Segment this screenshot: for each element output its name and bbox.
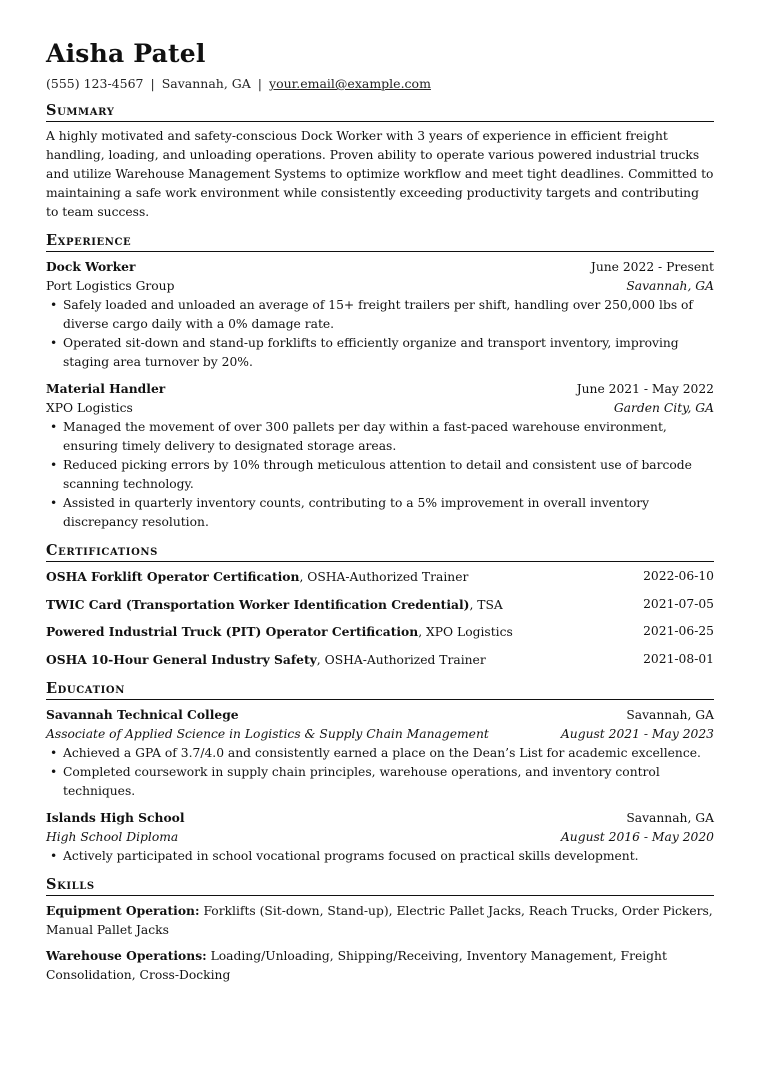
contact-line: [46, 76, 714, 92]
job-subheader: [46, 277, 714, 296]
section-title-education: Education: [46, 680, 714, 700]
separator: |: [257, 76, 263, 91]
job-bullets: [46, 296, 714, 372]
skill-label: Equipment Operation:: [46, 902, 200, 918]
certification-name: OSHA 10-Hour General Industry Safety: [46, 651, 317, 667]
job-location: Garden City, GA: [613, 401, 714, 415]
job-location: Savannah, GA: [626, 279, 714, 293]
certification-date: 2021-08-01: [643, 651, 714, 666]
education-dates: August 2021 - May 2023: [560, 726, 714, 741]
skill-label: Warehouse Operations:: [46, 947, 207, 963]
list-item: • Managed the movement of over 300 pallets per day within a fast-paced warehouse environment, ensuring timely delivery to designated storage areas.: [63, 418, 714, 456]
certification-date: 2022-06-10: [643, 569, 714, 583]
summary-text: A highly motivated and safety-conscious Dock Worker with 3 years of experience in efficient freight handling, loading, and unloading operations. Proven ability to operate various powered industrial trucks and utilize Warehouse Management Systems to optimize workflow and meet tight deadlines. Committed to maintaining a safe work environment while consistently exceeding productivity targets and contributing to team success.: [46, 129, 714, 219]
certification-date: 2021-06-25: [643, 624, 714, 638]
certification-date: 2021-07-05: [643, 596, 714, 611]
list-item: • Assisted in quarterly inventory counts, contributing to a 5% improvement in overall inventory discrepancy resolution.: [63, 494, 714, 532]
list-item: • Operated sit-down and stand-up forklifts to efficiently organize and transport inventory, improving staging area turnover by 20%.: [63, 334, 714, 372]
location: Savannah, GA: [161, 76, 251, 91]
skill-row: [46, 901, 714, 940]
job-dates: June 2022 - Present: [590, 260, 714, 274]
job-company: XPO Logistics: [46, 401, 133, 415]
resume-page: [46, 38, 714, 991]
skill-text: Forklifts (Sit-down, Stand-up), Electric Pallet Jacks, Reach Trucks, Order Pickers, Manual Pallet Jacks: [46, 903, 713, 937]
school-name: Savannah Technical College: [46, 706, 239, 722]
list-item: • Reduced picking errors by 10% through meticulous attention to detail and consistent use of barcode scanning technology.: [63, 456, 714, 494]
education-bullets: [46, 847, 714, 866]
job-dates: June 2021 - May 2022: [576, 382, 714, 396]
certification-row: [46, 567, 714, 587]
education-header: [46, 808, 714, 828]
job-role: Material Handler: [46, 381, 166, 396]
job-bullets: [46, 418, 714, 532]
certification-row: [46, 650, 714, 670]
phone-number: (555) 123-4567: [46, 76, 144, 91]
school-name: Islands High School: [46, 809, 185, 825]
section-title-experience: Experience: [46, 232, 714, 252]
job-role: Dock Worker: [46, 259, 136, 274]
list-item: • Actively participated in school vocational programs focused on practical skills development.: [63, 847, 714, 866]
job-header: [46, 379, 714, 399]
education-subheader: [46, 725, 714, 744]
certification-issuer: , XPO Logistics: [418, 625, 513, 639]
job-header: [46, 257, 714, 277]
list-item: • Achieved a GPA of 3.7/4.0 and consistently earned a place on the Dean’s List for academic excellence.: [63, 744, 714, 763]
education-subheader: [46, 828, 714, 847]
section-title-summary: Summary: [46, 102, 714, 122]
certification-issuer: , OSHA-Authorized Trainer: [299, 570, 469, 584]
candidate-name: Aisha Patel: [46, 39, 206, 68]
certification-issuer: , OSHA-Authorized Trainer: [316, 652, 486, 667]
certification-row: [46, 595, 714, 615]
education-header: [46, 705, 714, 725]
job-entry: [46, 257, 714, 372]
certification-name: OSHA Forklift Operator Certification: [46, 569, 300, 584]
school-location: Savannah, GA: [626, 707, 714, 722]
skill-text: Loading/Unloading, Shipping/Receiving, Inventory Management, Freight Consolidation, Cross-Docking: [46, 948, 667, 982]
certification-row: [46, 622, 714, 642]
education-entry: [46, 808, 714, 866]
email-link[interactable]: your.email@example.com: [269, 76, 431, 91]
certification-name: TWIC Card (Transportation Worker Identification Credential): [46, 596, 470, 612]
certification-name: Powered Industrial Truck (PIT) Operator Certification: [46, 624, 419, 639]
skill-row: [46, 946, 714, 985]
education-entry: [46, 705, 714, 801]
section-title-skills: Skills: [46, 876, 714, 896]
separator: |: [150, 76, 155, 91]
job-company: Port Logistics Group: [46, 279, 175, 293]
list-item: • Completed coursework in supply chain principles, warehouse operations, and inventory control techniques.: [63, 763, 714, 801]
section-title-certifications: Certifications: [46, 542, 714, 562]
certification-issuer: , TSA: [469, 597, 503, 612]
job-entry: [46, 379, 714, 532]
education-bullets: [46, 744, 714, 801]
degree: High School Diploma: [46, 829, 179, 844]
education-dates: August 2016 - May 2020: [560, 829, 714, 844]
job-subheader: [46, 399, 714, 418]
school-location: Savannah, GA: [626, 810, 714, 825]
degree: Associate of Applied Science in Logistics & Supply Chain Management: [46, 726, 489, 741]
list-item: • Safely loaded and unloaded an average of 15+ freight trailers per shift, handling over 250,000 lbs of diverse cargo daily with a 0% damage rate.: [63, 296, 714, 334]
